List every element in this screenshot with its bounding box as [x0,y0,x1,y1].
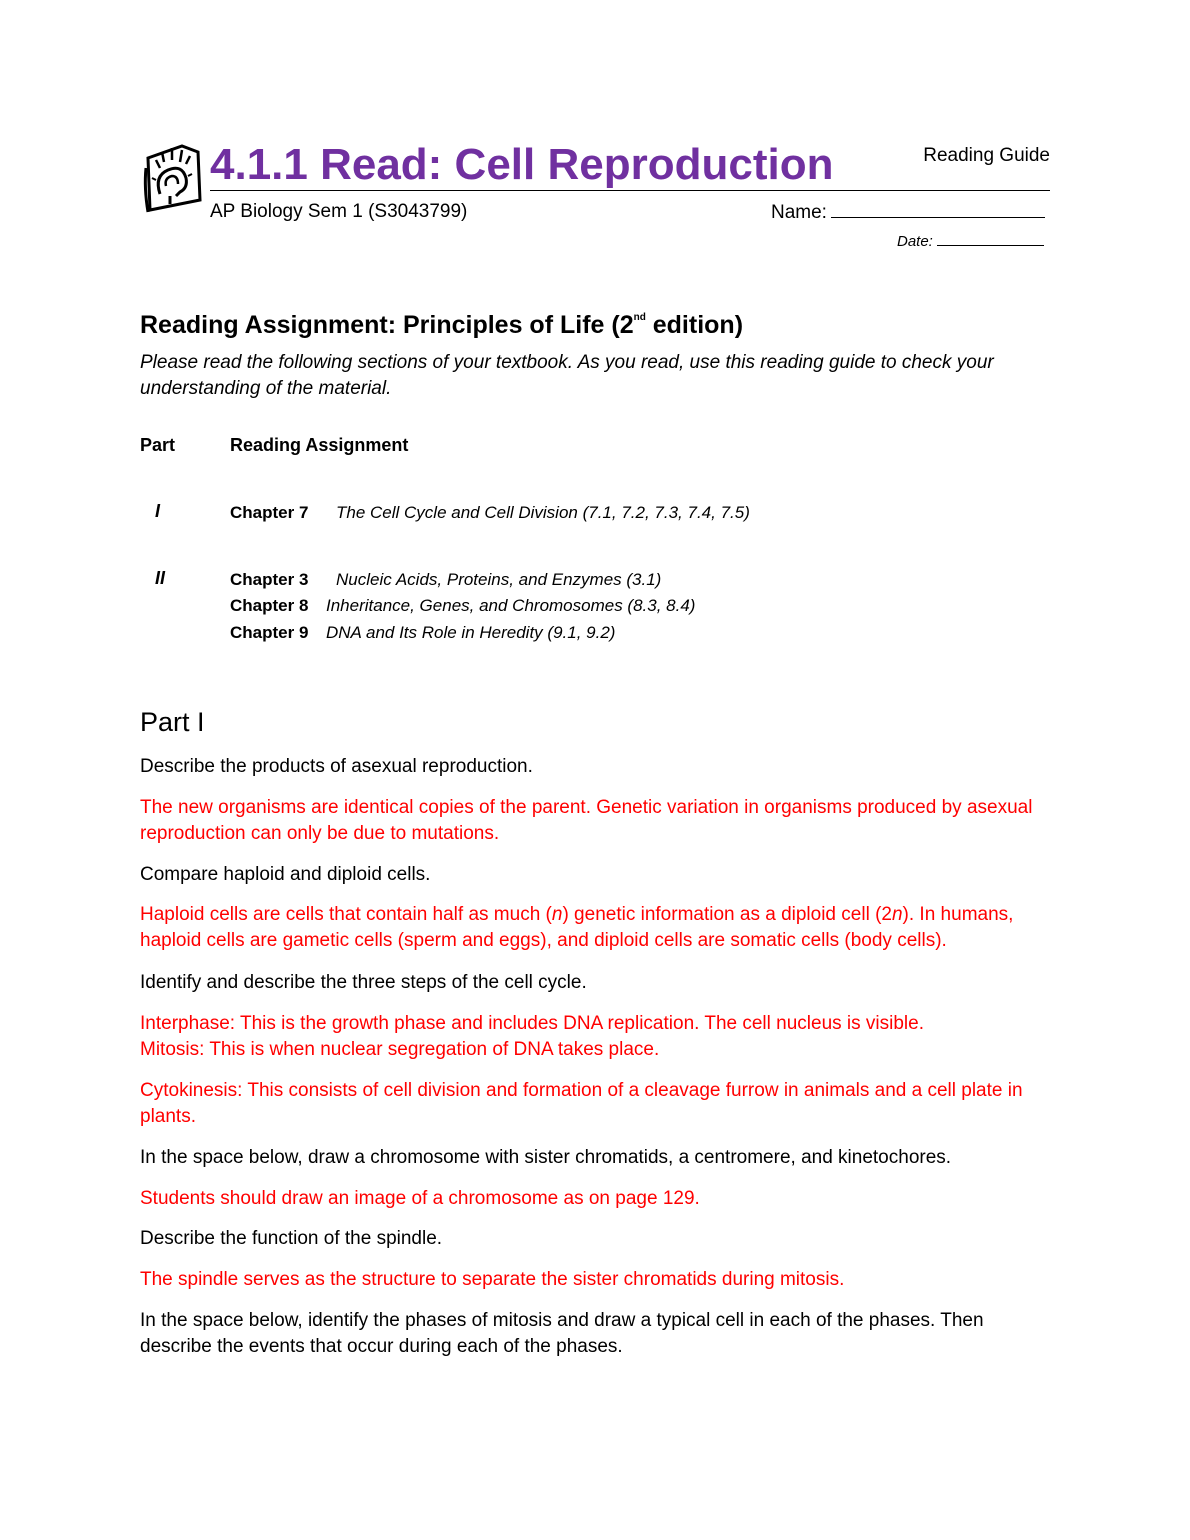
name-field[interactable] [771,201,1045,224]
chapter-text: The Cell Cycle and Cell Division (7.1, 7.2, 7.3, 7.4, 7.5) [336,503,750,522]
page-title: 4.1.1 Read: Cell Reproduction [210,140,834,189]
answer: Haploid cells are cells that contain half as much (n) genetic information as a diploid cell (2n). In humans, haploid cells are gametic cells (sperm and eggs), and diploid cells are somatic cells (body cells). [140,904,1014,951]
assignment-heading: Reading Assignment: Principles of Life (2nd edition) [140,311,744,339]
course-name: AP Biology Sem 1 (S3043799) [210,201,468,222]
chapter-label: Chapter 9 [230,623,309,642]
col-header-reading: Reading Assignment [230,435,409,455]
reading-head-icon [142,138,204,220]
date-blank[interactable] [937,233,1044,246]
name-blank[interactable] [831,201,1045,218]
doc-type-label: Reading Guide [923,145,1050,166]
answer: Cytokinesis: This consists of cell division and formation of a cleavage furrow in animals and a cell plate in plants. [140,1080,1023,1127]
question: Describe the function of the spindle. [140,1228,443,1249]
question: Identify and describe the three steps of the cell cycle. [140,972,587,993]
part-number: I [155,501,161,521]
assignment-intro: Please read the following sections of your textbook. As you read, use this reading guide to check your understanding of the material. [140,352,994,399]
chapter-label: Chapter 3 [230,570,309,589]
chapter-text: DNA and Its Role in Heredity (9.1, 9.2) [326,623,616,642]
question: In the space below, identify the phases of mitosis and draw a typical cell in each of the phases. Then describe the events that occur during each of the phases. [140,1310,984,1357]
header-rule [210,190,1050,191]
question: Describe the products of asexual reproduction. [140,756,533,777]
chapter-text: Nucleic Acids, Proteins, and Enzymes (3.1) [336,570,662,589]
date-field[interactable] [897,233,1044,251]
question: In the space below, draw a chromosome with sister chromatids, a centromere, and kinetochores. [140,1147,952,1168]
chapter-label: Chapter 7 [230,503,309,522]
col-header-part: Part [140,435,176,455]
answer: The new organisms are identical copies of the parent. Genetic variation in organisms produced by asexual reproduction can only be due to mutations. [140,797,1033,844]
name-label: Name: [771,202,827,223]
part-number: II [155,568,166,588]
answer: Interphase: This is the growth phase and includes DNA replication. The cell nucleus is visible. Mitosis: This is when nuclear segregation of DNA takes place. [140,1013,925,1060]
section-heading: Part I [140,707,205,737]
answer: The spindle serves as the structure to separate the sister chromatids during mitosis. [140,1269,845,1290]
chapter-label: Chapter 8 [230,596,309,615]
question: Compare haploid and diploid cells. [140,864,431,885]
answer: Students should draw an image of a chromosome as on page 129. [140,1188,700,1209]
date-label: Date: [897,233,933,250]
chapter-text: Inheritance, Genes, and Chromosomes (8.3, 8.4) [326,596,696,615]
